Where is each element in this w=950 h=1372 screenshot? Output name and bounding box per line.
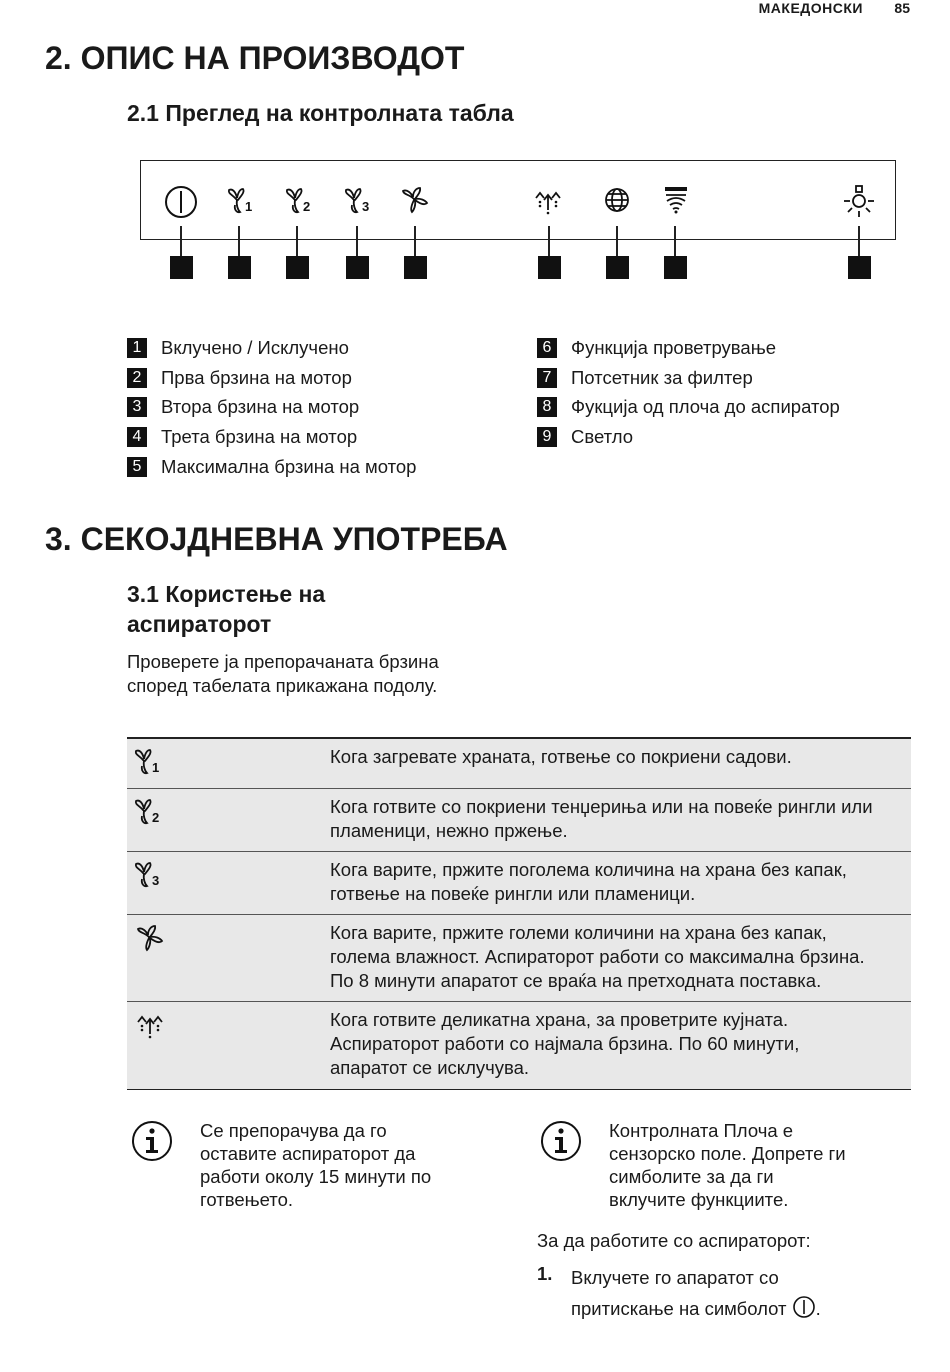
light-icon bbox=[842, 184, 876, 220]
legend-item bbox=[127, 452, 416, 482]
table-line: пламеници, нежно пржење. bbox=[330, 820, 568, 841]
step-end: . bbox=[815, 1298, 821, 1319]
intro-line: според табелата прикажана подолу. bbox=[127, 675, 438, 696]
legend-item bbox=[537, 363, 840, 393]
leader-line bbox=[238, 226, 240, 256]
breeze-icon bbox=[133, 1010, 167, 1040]
table-description bbox=[330, 789, 911, 851]
leader-line bbox=[858, 226, 860, 256]
legend-number: 4 bbox=[127, 427, 147, 447]
info-line: сензорско поле. Допрете ги bbox=[609, 1143, 846, 1164]
fan-boost-icon bbox=[399, 184, 431, 216]
table-line: Кога загревате храната, готвење со покриени садови. bbox=[330, 746, 792, 767]
info-line: вклучите функциите. bbox=[609, 1189, 789, 1210]
leader-line bbox=[356, 226, 358, 256]
legend-label: Потсетник за филтер bbox=[571, 366, 753, 388]
table-line: Аспираторот работи со најмала брзина. По 60 минути, bbox=[330, 1033, 800, 1054]
section-3-title: 3. СЕКОЈДНЕВНА УПОТРЕБА bbox=[45, 521, 508, 557]
table-row bbox=[127, 789, 911, 852]
speed-label: 1 bbox=[152, 760, 160, 775]
step-1-text bbox=[571, 1262, 821, 1324]
info-line: готвењето. bbox=[200, 1189, 294, 1210]
legend-item bbox=[127, 363, 416, 393]
callout-marker bbox=[538, 256, 561, 279]
table-line: Кога варите, пржите поголема количина на храна без капак, bbox=[330, 859, 847, 880]
fan-speed-2-icon bbox=[284, 184, 314, 216]
table-description bbox=[330, 852, 911, 914]
legend-label: Максимална брзина на мотор bbox=[161, 455, 417, 477]
legend-label: Прва брзина на мотор bbox=[161, 366, 352, 388]
hob2hood-icon bbox=[661, 184, 691, 216]
step-1-number bbox=[537, 1262, 552, 1286]
table-row bbox=[127, 739, 911, 789]
callout-marker bbox=[286, 256, 309, 279]
breeze-icon bbox=[533, 184, 563, 216]
intro-text bbox=[127, 650, 439, 698]
info-icon bbox=[131, 1120, 173, 1162]
legend-number: 8 bbox=[537, 397, 557, 417]
speed-label: 2 bbox=[152, 810, 160, 825]
legend-item bbox=[127, 422, 416, 452]
operate-intro: За да работите со аспираторот: bbox=[537, 1230, 811, 1251]
header-language: МАКЕДОНСКИ bbox=[758, 0, 863, 16]
table-description bbox=[330, 915, 911, 1001]
filter-icon bbox=[602, 184, 632, 216]
table-row bbox=[127, 1002, 911, 1089]
info-note-right bbox=[609, 1119, 846, 1211]
info-icon bbox=[540, 1120, 582, 1162]
legend-number: 3 bbox=[127, 397, 147, 417]
callout-marker bbox=[404, 256, 427, 279]
step-line: притискање на симболот bbox=[571, 1298, 787, 1319]
info-line: Се препорачува да го bbox=[200, 1120, 387, 1141]
legend-label: Вклучено / Исклучено bbox=[161, 336, 349, 358]
table-row bbox=[127, 915, 911, 1002]
power-icon bbox=[163, 184, 199, 220]
callout-marker bbox=[346, 256, 369, 279]
section-2-1-title: 2.1 Преглед на контролната табла bbox=[127, 100, 514, 126]
table-line: Кога готвите со покриени тенџериња или на повеќе рингли или bbox=[330, 796, 873, 817]
table-icon-cell bbox=[127, 789, 330, 851]
table-description bbox=[330, 1002, 911, 1089]
table-line: Кога варите, пржите големи количини на храна без капак, bbox=[330, 922, 827, 943]
leader-line bbox=[674, 226, 676, 256]
legend-item bbox=[537, 422, 840, 452]
leader-line bbox=[296, 226, 298, 256]
table-description bbox=[330, 739, 911, 788]
section-3-1-title-line1: 3.1 Користење на bbox=[127, 581, 326, 607]
legend-label: Втора брзина на мотор bbox=[161, 396, 360, 418]
callout-marker bbox=[606, 256, 629, 279]
callout-marker bbox=[170, 256, 193, 279]
info-line: Контролната Плоча е bbox=[609, 1120, 794, 1141]
leader-line bbox=[616, 226, 618, 256]
legend-item bbox=[537, 333, 840, 363]
fan-speed-1-icon bbox=[226, 184, 256, 216]
legend-right bbox=[537, 333, 840, 452]
legend-left bbox=[127, 333, 416, 481]
table-icon-cell bbox=[127, 915, 330, 1001]
section-3-1-title bbox=[127, 579, 325, 639]
info-line: оставите аспираторот да bbox=[200, 1143, 416, 1164]
page-number: 85 bbox=[894, 0, 910, 16]
table-line: апаратот се исклучува. bbox=[330, 1057, 530, 1078]
table-line: Кога готвите деликатна храна, за проветрите кујната. bbox=[330, 1009, 789, 1030]
table-icon-cell bbox=[127, 1002, 330, 1089]
fan-speed-1-icon bbox=[133, 747, 167, 777]
speed-usage-table bbox=[127, 737, 911, 1090]
fan-boost-icon bbox=[133, 923, 167, 953]
legend-number: 6 bbox=[537, 338, 557, 358]
table-line: голема влажност. Аспираторот работи со максимална брзина. bbox=[330, 946, 865, 967]
intro-line: Проверете ја препорачаната брзина bbox=[127, 651, 439, 672]
legend-item bbox=[127, 392, 416, 422]
fan-speed-3-icon bbox=[133, 860, 167, 890]
legend-number: 1 bbox=[127, 338, 147, 358]
legend-number: 5 bbox=[127, 457, 147, 477]
speed-1-label: 1 bbox=[245, 199, 253, 214]
table-line: готвење на повеќе рингли или пламеници. bbox=[330, 883, 696, 904]
leader-line bbox=[548, 226, 550, 256]
section-3-1-title-line2: аспираторот bbox=[127, 611, 272, 637]
step-line: Вклучете го апаратот со bbox=[571, 1267, 779, 1288]
legend-label: Трета брзина на мотор bbox=[161, 425, 358, 447]
callout-marker bbox=[664, 256, 687, 279]
table-row bbox=[127, 852, 911, 915]
leader-line bbox=[180, 226, 182, 256]
leader-line bbox=[414, 226, 416, 256]
speed-label: 3 bbox=[152, 873, 160, 888]
speed-3-label: 3 bbox=[362, 199, 370, 214]
table-line: По 8 минути апаратот се враќа на претходната поставка. bbox=[330, 970, 822, 991]
legend-label: Фукција од плоча до аспиратор bbox=[571, 396, 840, 418]
fan-speed-2-icon bbox=[133, 797, 167, 827]
table-icon-cell bbox=[127, 852, 330, 914]
legend-label: Функција проветрување bbox=[571, 336, 777, 358]
step-number: 1. bbox=[537, 1263, 553, 1284]
legend-label: Светло bbox=[571, 425, 634, 447]
table-icon-cell bbox=[127, 739, 330, 788]
info-line: симболите за да ги bbox=[609, 1166, 774, 1187]
callout-marker bbox=[228, 256, 251, 279]
section-2-title: 2. ОПИС НА ПРОИЗВОДОТ bbox=[45, 40, 465, 76]
info-line: работи околу 15 минути по bbox=[200, 1166, 432, 1187]
legend-number: 9 bbox=[537, 427, 557, 447]
legend-item bbox=[127, 333, 416, 363]
legend-item bbox=[537, 392, 840, 422]
legend-number: 2 bbox=[127, 368, 147, 388]
legend-number: 7 bbox=[537, 368, 557, 388]
info-note-left bbox=[200, 1119, 431, 1211]
speed-2-label: 2 bbox=[303, 199, 311, 214]
fan-speed-3-icon bbox=[343, 184, 373, 216]
callout-marker bbox=[848, 256, 871, 279]
power-icon bbox=[792, 1295, 816, 1319]
